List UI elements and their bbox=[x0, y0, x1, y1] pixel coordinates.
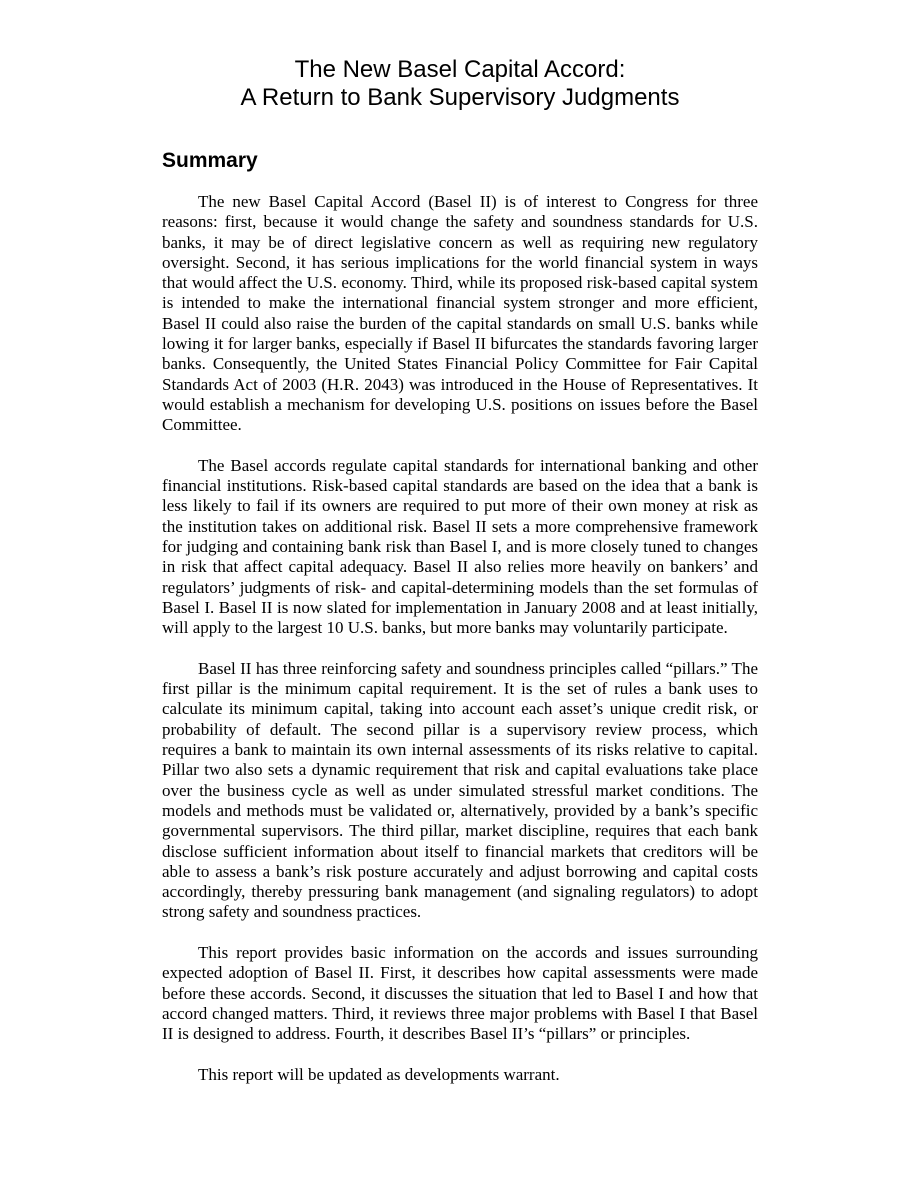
title-line-1: The New Basel Capital Accord: bbox=[294, 56, 626, 83]
summary-paragraph-2: The Basel accords regulate capital standards for international banking and other financial institutions. Risk-based capital standards are based on the idea that a bank is less likely to fail if its owners are required to put more of their own money at risk as the institution takes on additional risk. Basel II sets a more comprehensive framework for judging and containing bank risk than Basel I, and is more closely tuned to changes in risk that affect capital adequacy. Basel II also relies more heavily on bankers’ and regulators’ judgments of risk- and capital-determining models than the set formulas of Basel I. Basel II is now slated for implementation in January 2008 and at least initially, will apply to the largest 10 U.S. banks, but more banks may voluntarily participate. bbox=[162, 455, 758, 638]
summary-paragraph-4: This report provides basic information on the accords and issues surrounding expected adoption of Basel II. First, it describes how capital assessments were made before these accords. Second, it discusses the situation that led to Basel I and how that accord changed matters. Third, it reviews three major problems with Basel I that Basel II is designed to address. Fourth, it describes Basel II’s “pillars” or principles. bbox=[162, 942, 758, 1044]
title-line-2: A Return to Bank Supervisory Judgments bbox=[240, 84, 680, 111]
summary-body bbox=[162, 192, 758, 1105]
summary-paragraph-5: This report will be updated as developments warrant. bbox=[198, 1064, 560, 1084]
summary-paragraph-3: Basel II has three reinforcing safety and soundness principles called “pillars.” The first pillar is the minimum capital requirement. It is the set of rules a bank uses to calculate its minimum capital, taking into account each asset’s unique credit risk, or probability of default. The second pillar is a supervisory review process, which requires a bank to maintain its own internal assessments of its risks relative to capital. Pillar two also sets a dynamic requirement that risk and capital evaluations take place over the business cycle as well as under simulated stressful market conditions. The models and methods must be validated or, alternatively, provided by a bank’s specific governmental supervisors. The third pillar, market discipline, requires that each bank disclose sufficient information about itself to financial markets that creditors will be able to assess a bank’s risk posture accurately and adjust borrowing and capital costs accordingly, thereby pressuring bank management (and signaling regulators) to adopt strong safety and soundness practices. bbox=[162, 658, 758, 922]
summary-paragraph-1: The new Basel Capital Accord (Basel II) is of interest to Congress for three reasons: first, because it would change the safety and soundness standards for U.S. banks, it may be of direct legislative concern as well as requiring new regulatory oversight. Second, it has serious implications for the world financial system in ways that would affect the U.S. economy. Third, while its proposed risk-based capital system is intended to make the international financial system stronger and more efficient, Basel II could also raise the burden of the capital standards on small U.S. banks while lowing it for larger banks, especially if Basel II bifurcates the standards favoring larger banks. Consequently, the United States Financial Policy Committee for Fair Capital Standards Act of 2003 (H.R. 2043) was introduced in the House of Representatives. It would establish a mechanism for developing U.S. positions on issues before the Basel Committee. bbox=[162, 192, 758, 435]
summary-heading: Summary bbox=[162, 149, 258, 172]
document-title bbox=[0, 56, 920, 112]
